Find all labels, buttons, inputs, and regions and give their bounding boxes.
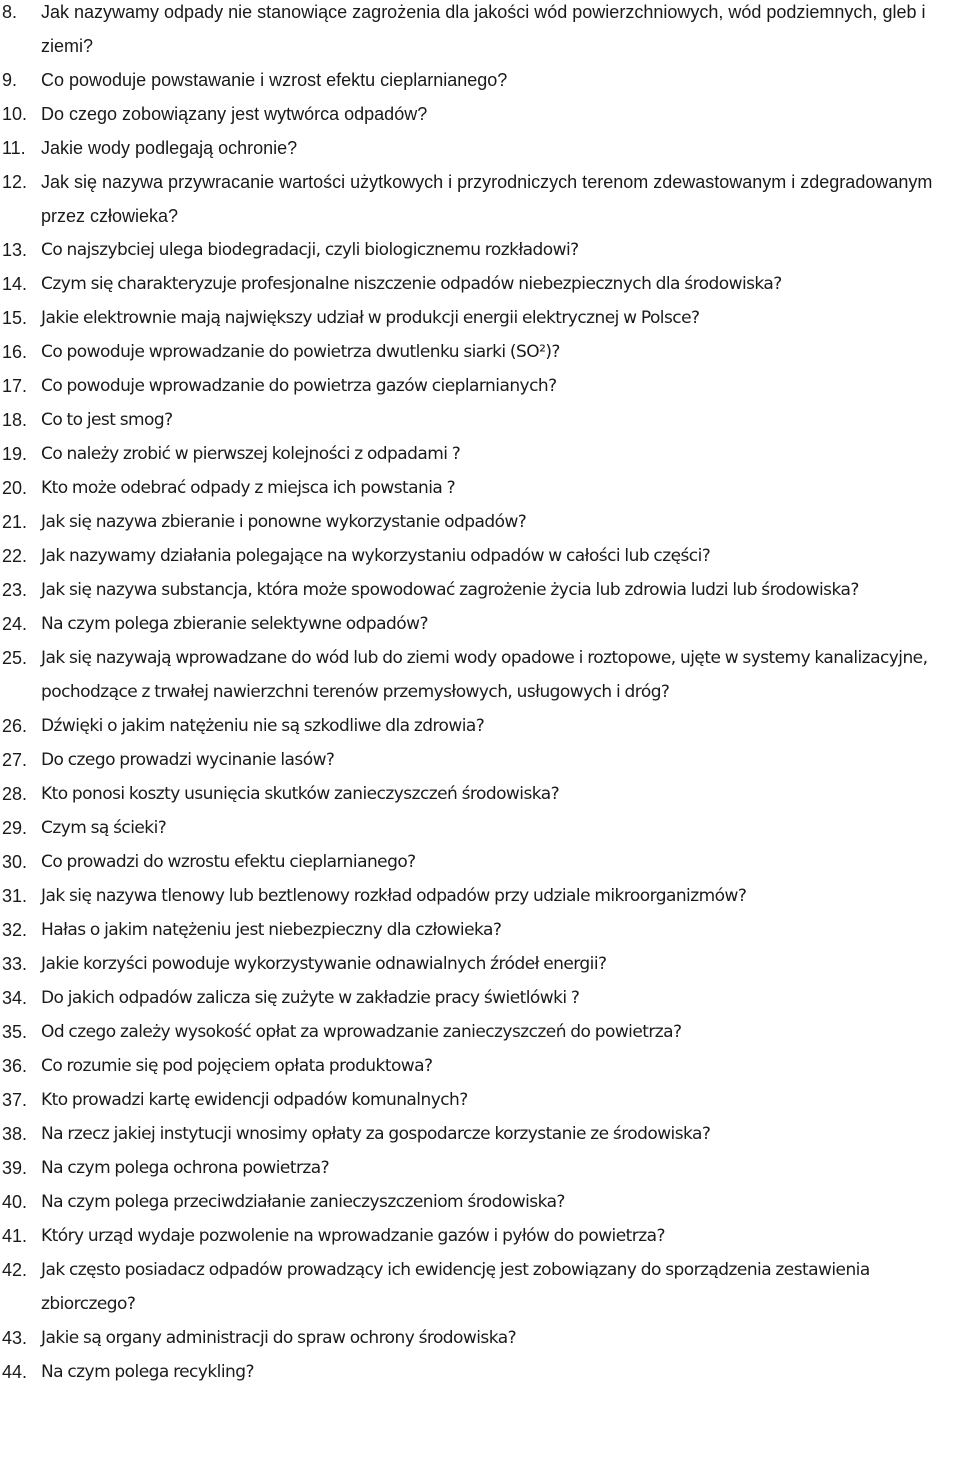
question-number: 16.	[2, 342, 28, 362]
question-item	[0, 1219, 960, 1253]
question-number: 23.	[2, 580, 28, 600]
question-text: Co prowadzi do wzrostu efektu cieplarnianego?	[41, 852, 416, 872]
question-number: 10.	[2, 104, 28, 124]
question-number: 36.	[2, 1056, 28, 1076]
question-text: Który urząd wydaje pozwolenie na wprowadzanie gazów i pyłów do powietrza?	[41, 1226, 665, 1246]
question-number: 25.	[2, 648, 28, 668]
question-number: 13.	[2, 240, 28, 260]
question-number: 18.	[2, 410, 28, 430]
question-item	[0, 641, 960, 709]
question-number: 27.	[2, 750, 28, 770]
question-item	[0, 1355, 960, 1389]
question-item	[0, 1117, 960, 1151]
question-text: Na rzecz jakiej instytucji wnosimy opłaty za gospodarcze korzystanie ze środowiska?	[41, 1124, 711, 1144]
question-text: Co najszybciej ulega biodegradacji, czyli biologicznemu rozkładowi?	[41, 240, 579, 260]
question-item	[0, 879, 960, 913]
question-number: 39.	[2, 1158, 28, 1178]
question-number: 33.	[2, 954, 28, 974]
question-number: 31.	[2, 886, 28, 906]
question-number: 26.	[2, 716, 28, 736]
question-number: 14.	[2, 274, 28, 294]
question-item	[0, 811, 960, 845]
question-item	[0, 505, 960, 539]
question-text: Jak się nazywa zbieranie i ponowne wykorzystanie odpadów?	[41, 512, 527, 532]
question-text: Co powoduje wprowadzanie do powietrza gazów cieplarnianych?	[41, 376, 557, 396]
question-text: Na czym polega przeciwdziałanie zanieczyszczeniom środowiska?	[41, 1192, 565, 1212]
question-item	[0, 1321, 960, 1355]
question-text: Do jakich odpadów zalicza się zużyte w zakładzie pracy świetlówki ?	[41, 988, 580, 1008]
question-item	[0, 165, 960, 233]
question-number: 43.	[2, 1328, 28, 1348]
question-item	[0, 913, 960, 947]
question-number: 20.	[2, 478, 28, 498]
question-item	[0, 301, 960, 335]
question-number: 32.	[2, 920, 28, 940]
question-text: Co to jest smog?	[41, 410, 173, 430]
question-item	[0, 1151, 960, 1185]
question-number: 22.	[2, 546, 28, 566]
question-item	[0, 709, 960, 743]
question-number: 38.	[2, 1124, 28, 1144]
question-number: 30.	[2, 852, 28, 872]
question-number: 12.	[2, 172, 28, 192]
question-number: 15.	[2, 308, 28, 328]
question-text: Jak nazywamy odpady nie stanowiące zagrożenia dla jakości wód powierzchniowych, wód podziemnych, gleb i ziemi?	[41, 2, 926, 56]
question-text: Hałas o jakim natężeniu jest niebezpieczny dla człowieka?	[41, 920, 502, 940]
question-text: Jakie elektrownie mają największy udział w produkcji energii elektrycznej w Polsce?	[41, 308, 700, 328]
question-text: Czym się charakteryzuje profesjonalne niszczenie odpadów niebezpiecznych dla środowiska?	[41, 274, 782, 294]
question-item	[0, 437, 960, 471]
question-text: Na czym polega recykling?	[41, 1362, 254, 1382]
question-item	[0, 403, 960, 437]
question-text: Jakie korzyści powoduje wykorzystywanie odnawialnych źródeł energii?	[41, 954, 607, 974]
question-text: Co powoduje powstawanie i wzrost efektu cieplarnianego?	[41, 70, 508, 90]
question-item	[0, 0, 960, 63]
question-text: Co powoduje wprowadzanie do powietrza dwutlenku siarki (SO²)?	[41, 342, 560, 362]
question-text: Co należy zrobić w pierwszej kolejności z odpadami ?	[41, 444, 461, 464]
question-item	[0, 539, 960, 573]
question-item	[0, 947, 960, 981]
question-number: 42.	[2, 1260, 28, 1280]
question-text: Do czego zobowiązany jest wytwórca odpadów?	[41, 104, 428, 124]
question-item	[0, 981, 960, 1015]
question-number: 35.	[2, 1022, 28, 1042]
question-number: 21.	[2, 512, 28, 532]
question-item	[0, 743, 960, 777]
question-number: 40.	[2, 1192, 28, 1212]
question-number: 11.	[2, 138, 26, 158]
question-item	[0, 1185, 960, 1219]
question-number: 24.	[2, 614, 28, 634]
question-text: Jak często posiadacz odpadów prowadzący ich ewidencję jest zobowiązany do sporządzenia zestawienia zbiorczego?	[41, 1260, 870, 1314]
question-item	[0, 369, 960, 403]
question-text: Jak nazywamy działania polegające na wykorzystaniu odpadów w całości lub części?	[41, 546, 711, 566]
question-text: Jak się nazywa przywracanie wartości użytkowych i przyrodniczych terenom zdewastowanym i zdegradowanym przez człowieka?	[41, 172, 933, 226]
question-text: Jak się nazywa tlenowy lub beztlenowy rozkład odpadów przy udziale mikroorganizmów?	[41, 886, 747, 906]
question-item	[0, 63, 960, 97]
question-text: Kto prowadzi kartę ewidencji odpadów komunalnych?	[41, 1090, 468, 1110]
question-item	[0, 573, 960, 607]
question-number: 37.	[2, 1090, 28, 1110]
question-item	[0, 1015, 960, 1049]
question-number: 19.	[2, 444, 28, 464]
question-item	[0, 777, 960, 811]
question-text: Czym są ścieki?	[41, 818, 167, 838]
question-text: Dźwięki o jakim natężeniu nie są szkodliwe dla zdrowia?	[41, 716, 485, 736]
question-text: Kto ponosi koszty usunięcia skutków zanieczyszczeń środowiska?	[41, 784, 560, 804]
question-number: 41.	[2, 1226, 28, 1246]
question-number: 17.	[2, 376, 28, 396]
question-item	[0, 233, 960, 267]
question-text: Od czego zależy wysokość opłat za wprowadzanie zanieczyszczeń do powietrza?	[41, 1022, 682, 1042]
question-item	[0, 267, 960, 301]
question-item	[0, 335, 960, 369]
question-item	[0, 1083, 960, 1117]
question-number: 44.	[2, 1362, 28, 1382]
question-text: Jakie wody podlegają ochronie?	[41, 138, 298, 158]
question-number: 29.	[2, 818, 28, 838]
question-item	[0, 97, 960, 131]
question-item	[0, 131, 960, 165]
question-item	[0, 607, 960, 641]
question-text: Kto może odebrać odpady z miejsca ich powstania ?	[41, 478, 456, 498]
question-item	[0, 1049, 960, 1083]
question-text: Jak się nazywają wprowadzane do wód lub do ziemi wody opadowe i roztopowe, ujęte w systemy kanalizacyjne, pochodzące z trwałej nawierzchni terenów przemysłowych, usługowych i dróg?	[41, 648, 928, 702]
question-text: Na czym polega zbieranie selektywne odpadów?	[41, 614, 428, 634]
question-item	[0, 1253, 960, 1321]
question-item	[0, 471, 960, 505]
question-item	[0, 845, 960, 879]
question-number: 28.	[2, 784, 28, 804]
question-number: 9.	[2, 70, 18, 90]
question-text: Co rozumie się pod pojęciem opłata produktowa?	[41, 1056, 433, 1076]
question-text: Jakie są organy administracji do spraw ochrony środowiska?	[41, 1328, 517, 1348]
question-number: 8.	[2, 2, 18, 22]
question-number: 34.	[2, 988, 28, 1008]
question-text: Jak się nazywa substancja, która może spowodować zagrożenie życia lub zdrowia ludzi lub środowiska?	[41, 580, 859, 600]
question-text: Do czego prowadzi wycinanie lasów?	[41, 750, 335, 770]
question-text: Na czym polega ochrona powietrza?	[41, 1158, 330, 1178]
